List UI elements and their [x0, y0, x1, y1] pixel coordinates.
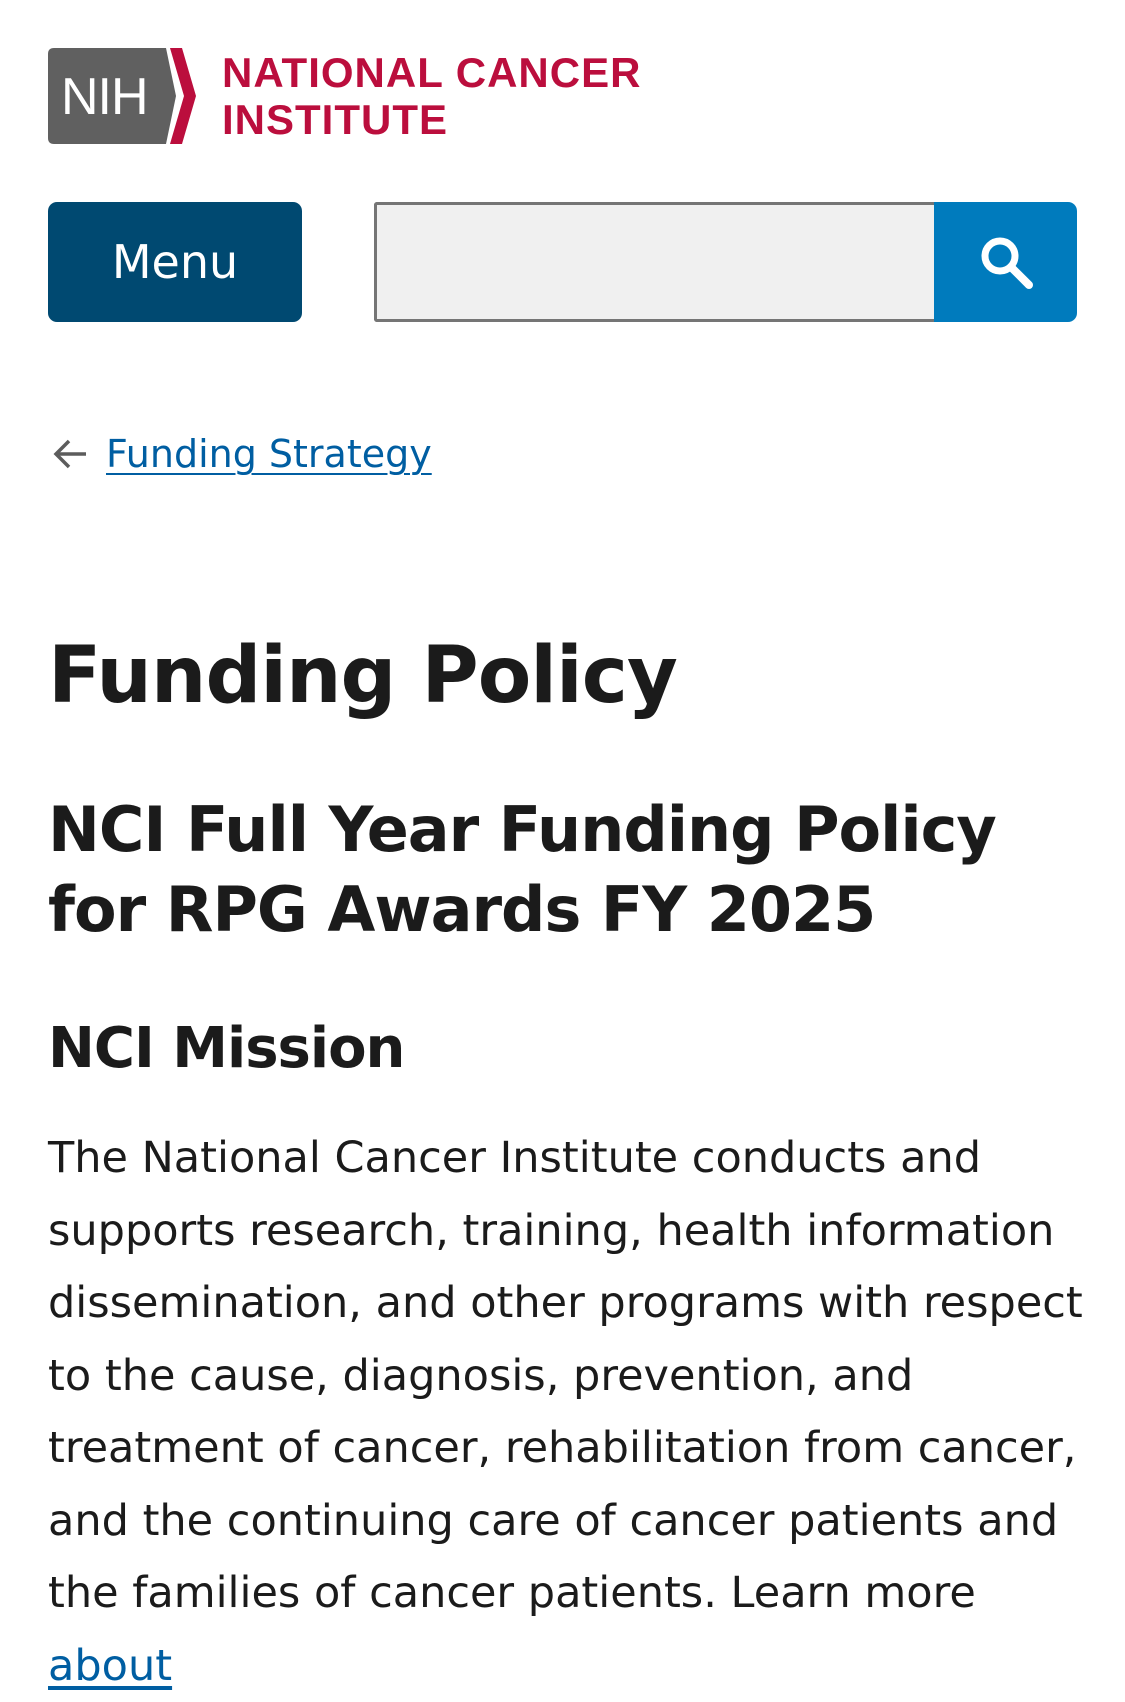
breadcrumb-link-funding-strategy[interactable]: Funding Strategy [106, 432, 432, 476]
search-input[interactable] [374, 202, 934, 322]
page-title: Funding Policy [48, 631, 677, 721]
menu-button[interactable]: Menu [48, 202, 302, 322]
nih-logo-text: NIH [61, 68, 148, 126]
page-subtitle: NCI Full Year Funding Policy for RPG Awards FY 2025 [48, 793, 996, 946]
mission-paragraph-text: The National Cancer Institute conducts and supports research, training, health information dissemination, and other programs with respect to the cause, diagnosis, prevention, and treatment of cancer, rehabilitation from cancer, and the continuing care of cancer patients and the families of cancer patients. Learn more [48, 1133, 1083, 1618]
section-heading-mission: NCI Mission [48, 1016, 405, 1081]
institute-name-line1: NATIONAL CANCER [222, 49, 642, 96]
search-icon [977, 233, 1035, 291]
breadcrumb [52, 432, 432, 476]
institute-name [222, 49, 641, 143]
nih-logo-mark [48, 48, 196, 144]
nci-logo[interactable] [48, 48, 641, 144]
mission-paragraph [48, 1122, 1088, 1702]
institute-name-line2: INSTITUTE [222, 96, 448, 143]
mission-about-link[interactable]: about [48, 1640, 173, 1691]
arrow-left-icon [52, 438, 88, 470]
search-button[interactable] [934, 202, 1077, 322]
